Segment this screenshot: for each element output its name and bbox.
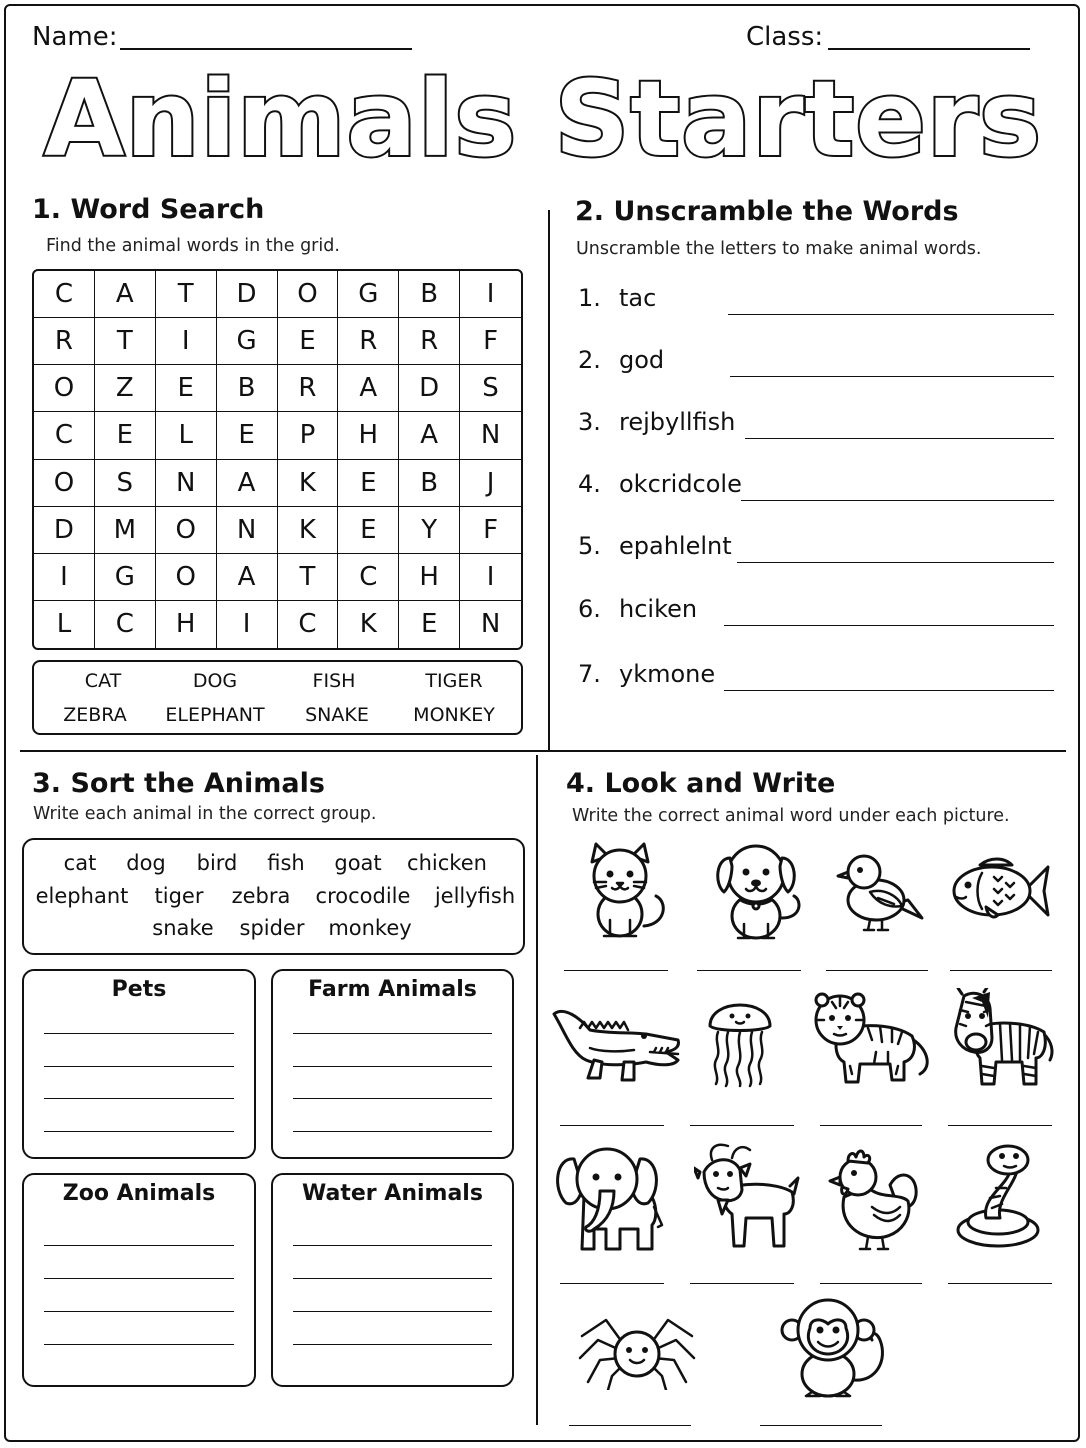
crocodile-icon [550,1000,682,1084]
grid-cell[interactable]: I [34,554,95,601]
grid-cell[interactable]: E [217,412,278,459]
grid-cell[interactable]: L [156,412,217,459]
grid-cell[interactable]: S [460,365,521,412]
answer-line[interactable] [737,562,1054,563]
grid-cell[interactable]: C [278,601,339,648]
grid-cell[interactable]: E [338,507,399,554]
answer-line[interactable] [741,500,1054,501]
divider-middle [20,750,1066,752]
grid-cell[interactable]: A [217,554,278,601]
sort-instruction: Write each animal in the correct group. [33,804,377,824]
write-line[interactable] [293,1311,492,1312]
grid-cell[interactable]: J [460,460,521,507]
grid-cell[interactable]: K [278,460,339,507]
grid-cell[interactable]: A [217,460,278,507]
grid-cell[interactable]: R [278,365,339,412]
tiger-icon [808,990,934,1086]
goat-icon [694,1142,800,1250]
answer-line[interactable] [948,1125,1052,1126]
scrambled-word: god [619,346,665,374]
answer-line[interactable] [697,970,801,971]
bird-icon [836,848,926,934]
word-search-title: 1. Word Search [32,194,265,225]
grid-cell[interactable]: P [278,412,339,459]
grid-cell[interactable]: R [399,318,460,365]
grid-cell[interactable]: O [278,271,339,318]
grid-cell[interactable]: I [217,601,278,648]
monkey-icon [776,1296,888,1400]
word-search-instruction: Find the animal words in the grid. [46,236,340,256]
answer-line[interactable] [728,314,1054,315]
scrambled-word: epahlelnt [619,532,732,560]
sort-word: chicken [407,851,487,875]
answer-line[interactable] [690,1125,794,1126]
grid-cell[interactable]: B [399,271,460,318]
unscramble-number: 6. [578,595,601,623]
grid-cell[interactable]: T [95,318,156,365]
sort-word: snake [152,916,214,940]
answer-line[interactable] [820,1125,922,1126]
grid-cell[interactable]: K [278,507,339,554]
unscramble-number: 1. [578,284,601,312]
word-bank [32,660,523,735]
write-line[interactable] [44,1131,234,1132]
write-line[interactable] [44,1066,234,1067]
unscramble-number: 2. [578,346,601,374]
elephant-icon [554,1145,666,1253]
grid-cell[interactable]: G [338,271,399,318]
grid-cell[interactable]: E [156,365,217,412]
page-title: Animals Starters [43,58,1042,180]
grid-cell[interactable]: H [156,601,217,648]
answer-line[interactable] [560,1125,664,1126]
grid-cell[interactable]: E [278,318,339,365]
write-line[interactable] [293,1344,492,1345]
grid-cell[interactable]: E [399,601,460,648]
write-line[interactable] [293,1245,492,1246]
group-box-zoo [22,1173,256,1387]
word-bank-item: MONKEY [413,704,495,726]
write-line[interactable] [44,1098,234,1099]
grid-cell[interactable]: G [217,318,278,365]
unscramble-number: 5. [578,532,601,560]
unscramble-instruction: Unscramble the letters to make animal words. [576,239,982,259]
write-line[interactable] [293,1033,492,1034]
name-line[interactable] [120,48,412,50]
divider-top [548,210,550,750]
grid-cell[interactable]: C [95,601,156,648]
grid-cell[interactable]: E [338,460,399,507]
grid-cell[interactable]: C [338,554,399,601]
sort-word: crocodile [315,884,411,908]
unscramble-title: 2. Unscramble the Words [575,196,959,227]
write-line[interactable] [44,1033,234,1034]
write-line[interactable] [44,1344,234,1345]
write-line[interactable] [44,1311,234,1312]
grid-cell[interactable]: T [156,271,217,318]
scrambled-word: rejbyllfish [619,408,736,436]
write-line[interactable] [293,1098,492,1099]
word-bank-item: CAT [84,670,122,692]
grid-cell[interactable]: I [460,271,521,318]
grid-cell[interactable]: D [34,507,95,554]
grid-cell[interactable]: A [338,365,399,412]
name-label: Name: [32,22,118,52]
sort-word-bank [22,838,525,955]
answer-line[interactable] [724,690,1054,691]
grid-cell[interactable]: D [399,365,460,412]
group-title-zoo: Zoo Animals [62,1181,216,1206]
unscramble-number: 3. [578,408,601,436]
sort-word: bird [196,851,238,875]
divider-bottom [536,755,538,1425]
grid-cell[interactable]: B [217,365,278,412]
answer-line[interactable] [724,625,1054,626]
answer-line[interactable] [820,1283,922,1284]
class-label: Class: [746,22,824,52]
word-bank-item: TIGER [425,670,483,692]
grid-cell[interactable]: T [278,554,339,601]
scrambled-word: ykmone [619,660,716,688]
cat-icon [574,838,670,942]
sort-word: jellyfish [434,884,516,908]
sort-word: tiger [154,884,204,908]
grid-cell[interactable]: F [460,318,521,365]
answer-line[interactable] [950,970,1052,971]
class-line[interactable] [828,48,1030,50]
look-write-instruction: Write the correct animal word under each picture. [572,806,1010,826]
snake-icon [952,1138,1048,1252]
sort-word: fish [267,851,305,875]
group-title-pets: Pets [111,977,167,1002]
dog-icon [706,836,806,942]
grid-cell[interactable]: H [399,554,460,601]
look-write-title: 4. Look and Write [566,768,836,799]
word-bank-item: ZEBRA [63,704,127,726]
write-line[interactable] [293,1066,492,1067]
sort-word: goat [334,851,382,875]
answer-line[interactable] [730,376,1054,377]
answer-line[interactable] [745,438,1054,439]
grid-cell[interactable]: B [399,460,460,507]
grid-cell[interactable]: O [156,507,217,554]
grid-cell[interactable]: N [156,460,217,507]
chicken-icon [828,1145,920,1253]
sort-word: cat [63,851,97,875]
group-box-pets [22,969,256,1159]
grid-cell[interactable]: F [460,507,521,554]
zebra-icon [944,988,1056,1088]
answer-line[interactable] [826,970,928,971]
group-box-water [271,1173,514,1387]
unscramble-number: 7. [578,660,601,688]
write-line[interactable] [44,1278,234,1279]
grid-cell[interactable]: E [95,412,156,459]
word-bank-item: DOG [192,670,238,692]
group-box-farm [271,969,514,1159]
answer-line[interactable] [569,1425,691,1426]
grid-cell[interactable]: O [156,554,217,601]
sort-word: elephant [35,884,129,908]
answer-line[interactable] [760,1425,882,1426]
grid-cell[interactable]: S [95,460,156,507]
grid-cell[interactable]: R [34,318,95,365]
spider-icon [578,1310,696,1390]
fish-icon [950,855,1050,927]
word-search-grid [32,269,523,650]
group-title-water: Water Animals [302,1181,483,1206]
grid-cell[interactable]: G [95,554,156,601]
grid-cell[interactable]: N [460,412,521,459]
grid-cell[interactable]: H [338,412,399,459]
sort-title: 3. Sort the Animals [32,768,325,799]
grid-cell[interactable]: A [399,412,460,459]
group-title-farm: Farm Animals [308,977,477,1002]
grid-cell[interactable]: N [480,609,501,640]
sort-word: zebra [231,884,291,908]
grid-cell[interactable]: K [338,601,399,648]
grid-cell[interactable]: Z [95,365,156,412]
grid-cell[interactable]: A [95,271,156,318]
grid-cell[interactable]: Y [399,507,460,554]
answer-line[interactable] [948,1283,1052,1284]
grid-cell[interactable]: N [217,507,278,554]
sort-word: dog [126,851,166,875]
grid-cell[interactable]: L [34,601,95,648]
word-bank-item: SNAKE [305,704,369,726]
sort-word: monkey [328,916,412,940]
grid-cell[interactable]: I [460,554,521,601]
grid-cell[interactable]: O [34,460,95,507]
answer-line[interactable] [560,1283,664,1284]
answer-line[interactable] [690,1283,794,1284]
word-bank-item: FISH [312,670,356,692]
scrambled-word: okcridcole [619,470,742,498]
write-line[interactable] [44,1245,234,1246]
word-bank-item: ELEPHANT [165,704,265,726]
grid-cell[interactable]: D [217,271,278,318]
grid-cell[interactable]: C [34,271,95,318]
grid-cell[interactable]: R [338,318,399,365]
scrambled-word: tac [619,284,657,312]
unscramble-number: 4. [578,470,601,498]
write-line[interactable] [293,1278,492,1279]
grid-cell[interactable]: C [34,412,95,459]
grid-cell[interactable]: I [156,318,217,365]
grid-cell[interactable]: O [34,365,95,412]
jellyfish-icon [706,990,774,1088]
answer-line[interactable] [564,970,668,971]
sort-word: spider [239,916,305,940]
write-line[interactable] [293,1131,492,1132]
scrambled-word: hciken [619,595,698,623]
grid-cell[interactable]: M [95,507,156,554]
